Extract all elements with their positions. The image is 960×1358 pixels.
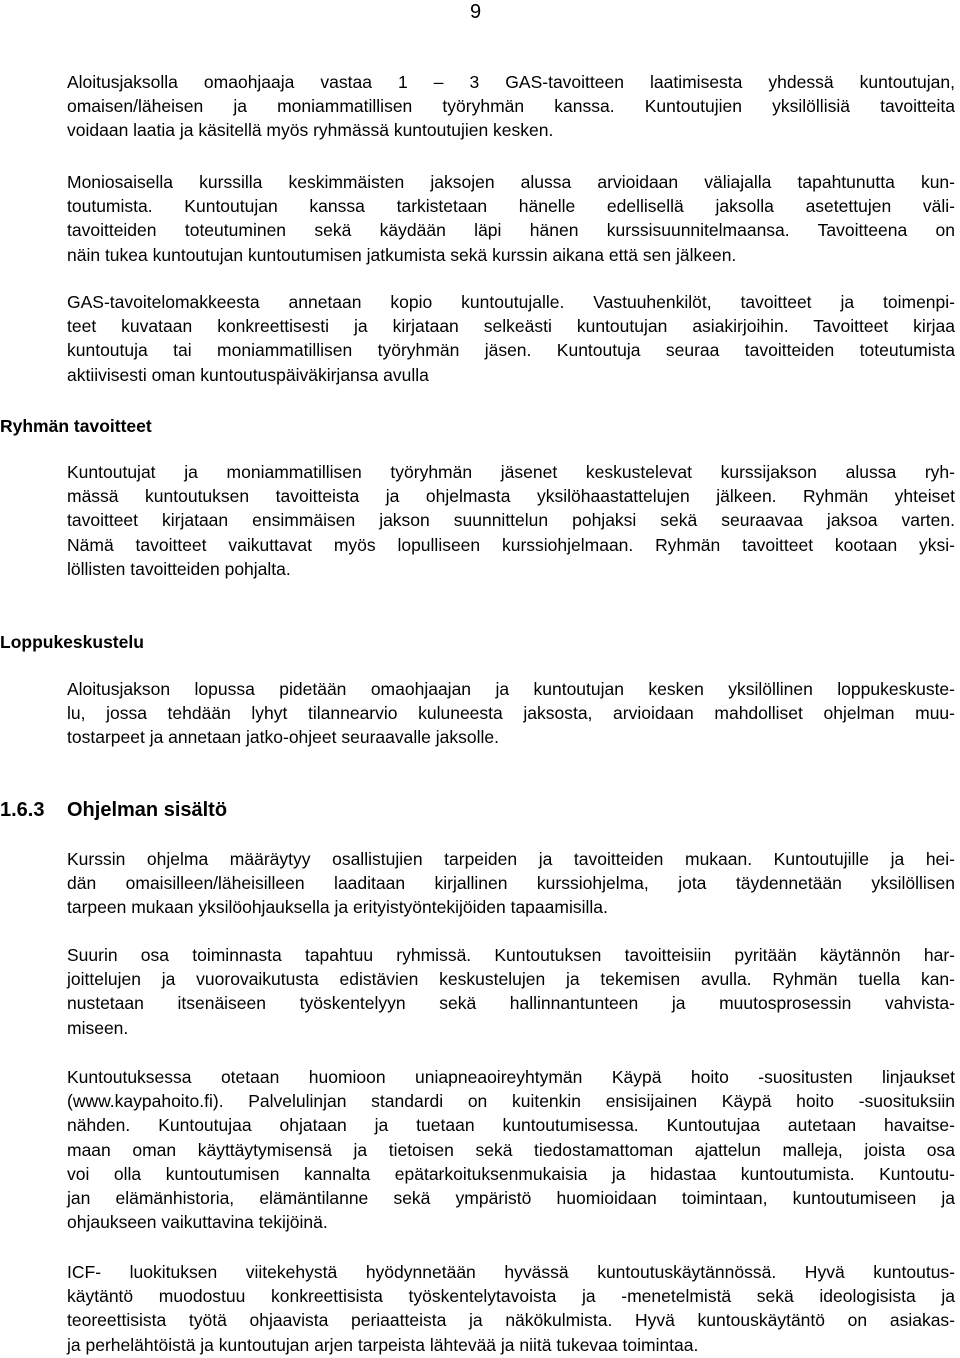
text-line: omaisen/läheisen ja moniammatillisen työryhmän kanssa. Kuntoutujien yksilöllisiä tavoitteita	[67, 96, 955, 117]
text-line: GAS-tavoitelomakkeesta annetaan kopio kuntoutujalle. Vastuuhenkilöt, tavoitteet ja toimenpi-	[67, 292, 955, 312]
section-heading-program-content	[0, 797, 227, 823]
section-title: Ohjelman sisältö	[67, 799, 228, 821]
text-line: dän omaisilleen/läheisilleen laaditaan kirjallinen kurssiohjelma, jota täydennetään yksilöllisen	[67, 873, 955, 894]
text-line: lu, jossa tehdään lyhyt tilannearvio kuluneesta jaksosta, arvioidaan mahdolliset ohjelman muu-	[67, 703, 955, 724]
text-line: aktiivisesti oman kuntoutuspäiväkirjansa avulla	[67, 364, 429, 385]
text-line: Nämä tavoitteet vaikuttavat myös lopulliseen kurssiohjelmaan. Ryhmän tavoitteet kootaan yksi-	[67, 534, 955, 555]
heading-group-goals: Ryhmän tavoitteet	[0, 416, 152, 436]
text-line: tavoitteiden toteutuminen sekä käydään läpi hänen kurssisuunnitelmaansa. Tavoitteena on	[67, 220, 955, 241]
text-line: tarpeen mukaan yksilöohjauksella ja erityistyöntekijöiden tapaamisilla.	[67, 897, 608, 918]
text-line: ja perhelähtöistä ja kuntoutujan arjen tarpeista lähtevää ja niitä tukevaa toimintaa.	[67, 1334, 699, 1355]
text-line: Suurin osa toiminnasta tapahtuu ryhmissä. Kuntoutuksen tavoitteisiin pyritään käytännön har-	[67, 945, 955, 965]
section-number: 1.6.3	[0, 799, 45, 821]
paragraph-group-activities	[67, 943, 955, 1040]
text-line: joittelujen ja vuorovaikutusta edistävien keskustelujen ja tekemisen avulla. Ryhmän tuella kan-	[67, 969, 955, 990]
text-line: Kurssin ohjelma määräytyy osallistujien tarpeiden ja tavoitteiden mukaan. Kuntoutujille ja hei-	[67, 849, 955, 869]
text-line: maan oman käyttäytymisensä ja tietoisen sekä tiedostamattoman ajattelun malleja, joista osa	[67, 1139, 955, 1160]
paragraph-group-goals	[67, 460, 955, 581]
heading-final-discussion: Loppukeskustelu	[0, 632, 144, 652]
text-line: tavoitteet kirjataan ensimmäisen jakson suunnittelun pohjaksi sekä seuraavaa jaksoa varten.	[67, 510, 955, 531]
paragraph-icf	[67, 1260, 955, 1357]
paragraph-gas-form	[67, 290, 955, 387]
text-line: miseen.	[67, 1017, 129, 1038]
text-line: näin tukea kuntoutujan kuntoutumisen jatkumista sekä kurssin aikana että sen jälkeen.	[67, 244, 737, 265]
text-line: jan elämänhistoria, elämäntilanne sekä ympäristö huomioidaan toimintaan, kuntoutumiseen ja	[67, 1188, 955, 1209]
text-line: Kuntoutuksessa otetaan huomioon uniapneaoireyhtymän Käypä hoito -suositusten linjaukset	[67, 1067, 955, 1087]
page-number: 9	[470, 1, 482, 23]
text-line: löllisten tavoitteiden pohjalta.	[67, 558, 291, 579]
text-line: voi olla kuntoutumisen kannalta epätarkoituksenmukaisia ja hidastaa kuntoutumista. Kuntoutu-	[67, 1163, 955, 1184]
text-line: voidaan laatia ja käsitellä myös ryhmässä kuntoutujien kesken.	[67, 120, 554, 141]
text-line: (www.kaypahoito.fi). Palvelulinjan standardi on kuitenkin ensisijainen Käypä hoito -suosituksiin	[67, 1091, 955, 1112]
paragraph-final-discussion	[67, 677, 955, 750]
text-line: teet kuvataan konkreettisesti ja kirjataan selkeästi kuntoutujan asiakirjoihin. Tavoitteet kirjaa	[67, 316, 955, 337]
paragraph-care-guidelines	[67, 1065, 955, 1234]
text-line: nähden. Kuntoutujaa ohjataan ja tuetaan kuntoutumisessa. Kuntoutujaa autetaan havaitse-	[67, 1115, 955, 1136]
text-line: nustetaan itsenäiseen työskentelyyn sekä hallinnantunteen ja muutosprosessin vahvista-	[67, 993, 955, 1014]
paragraph-multipart-course	[67, 170, 955, 267]
text-line: käytäntö muodostuu konkreettisista työskentelytavoista ja -menetelmistä sekä ideologisista ja	[67, 1286, 955, 1307]
text-line: ohjaukseen vaikuttavina tekijöinä.	[67, 1212, 328, 1233]
text-line: Aloitusjaksolla omaohjaaja vastaa 1 – 3 GAS-tavoitteen laatimisesta yhdessä kuntoutujan,	[67, 72, 955, 92]
text-line: tostarpeet ja annetaan jatko-ohjeet seuraavalle jaksolle.	[67, 727, 499, 748]
text-line: Kuntoutujat ja moniammatillisen työryhmän jäsenet keskustelevat kurssijakson alussa ryh-	[67, 462, 955, 482]
paragraph-gas-goals	[67, 70, 955, 143]
text-line: mässä kuntoutuksen tavoitteista ja ohjelmasta yksilöhaastattelujen jälkeen. Ryhmän yhteiset	[67, 486, 955, 507]
text-line: kuntoutuja tai moniammatillisen työryhmän jäsen. Kuntoutuja seuraa tavoitteiden toteutumista	[67, 340, 955, 361]
text-line: toutumista. Kuntoutujan kanssa tarkistetaan hänelle edellisellä jaksolla asetettujen väli-	[67, 196, 955, 217]
text-line: Moniosaisella kurssilla keskimmäisten jaksojen alussa arvioidaan väliajalla tapahtunutta kun-	[67, 172, 955, 192]
text-line: Aloitusjakson lopussa pidetään omaohjaajan ja kuntoutujan kesken yksilöllinen loppukeskuste-	[67, 679, 955, 699]
text-line: teoreettisista työtä ohjaavista periaatteista ja näkökulmista. Hyvä kuntouskäytäntö on asiakas-	[67, 1310, 955, 1331]
paragraph-course-program	[67, 847, 955, 920]
text-line: ICF- luokituksen viitekehystä hyödynnetään hyvässä kuntoutuskäytännössä. Hyvä kuntoutus-	[67, 1262, 955, 1282]
